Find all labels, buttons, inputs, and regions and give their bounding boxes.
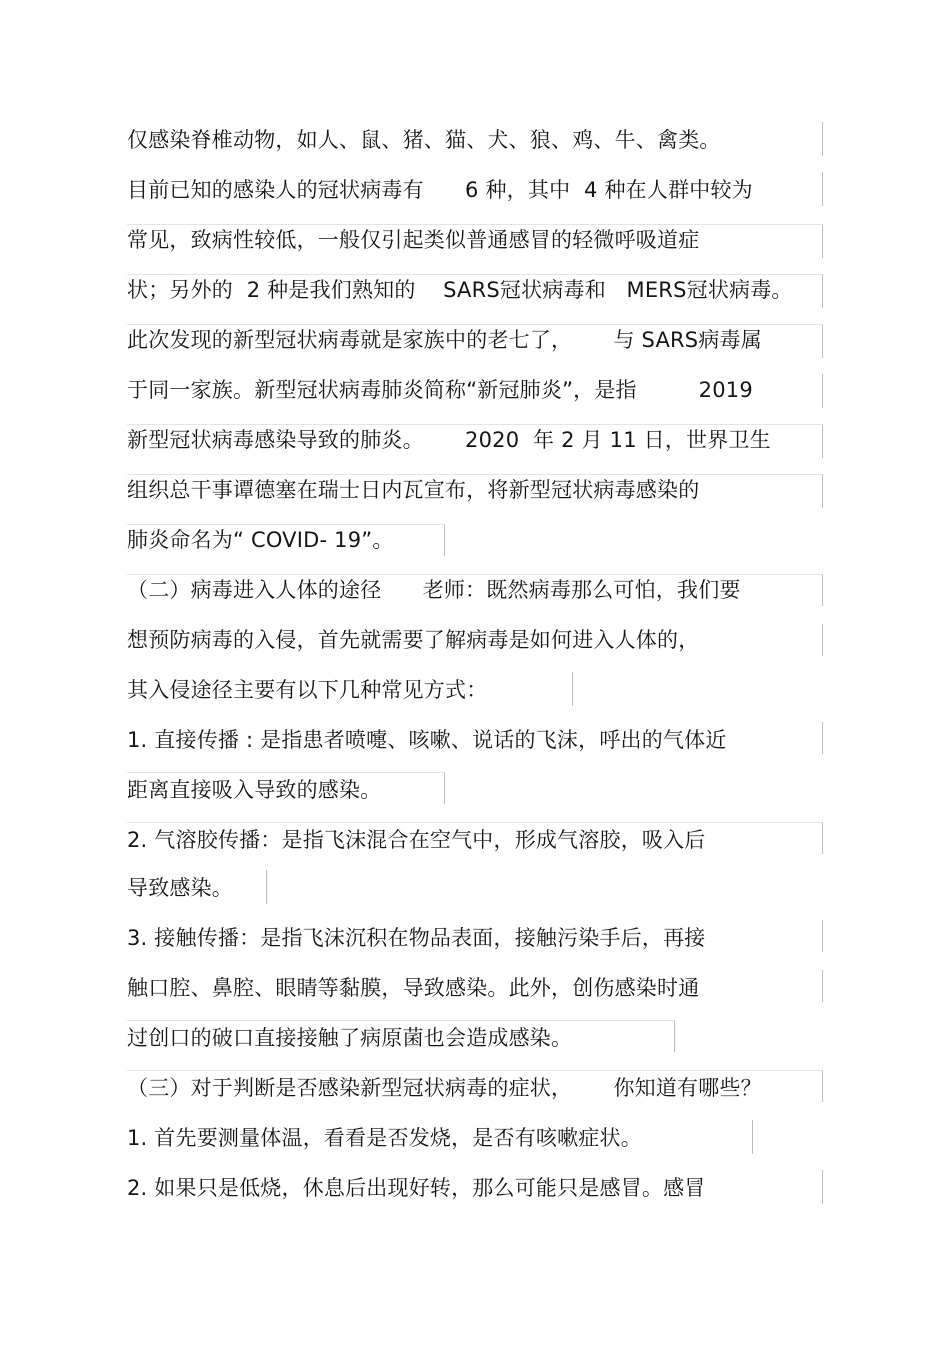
text-line: 其入侵途径主要有以下几种常见方式： — [127, 678, 488, 702]
text-line: 仅感染脊椎动物，如人、鼠、猪、猫、犬、狼、鸡、牛、禽类。 — [127, 128, 721, 152]
list-item: 2. 气溶胶传播：是指飞沫混合在空气中，形成气溶胶，吸入后 — [127, 828, 706, 852]
text-line: 想预防病毒的入侵，首先就需要了解病毒是如何进入人体的， — [127, 628, 700, 652]
section-heading: （三）对于判断是否感染新型冠状病毒的症状， 你知道有哪些？ — [127, 1076, 762, 1100]
text-line: 组织总干事谭德塞在瑞士日内瓦宣布，将新型冠状病毒感染的 — [127, 478, 700, 502]
text-line: 此次发现的新型冠状病毒就是家族中的老七了， 与 SARS病毒属 — [127, 328, 762, 352]
text-line: 目前已知的感染人的冠状病毒有 6 种，其中 4 种在人群中较为 — [127, 178, 753, 202]
text-line: 触口腔、鼻腔、眼睛等黏膜，导致感染。此外，创伤感染时通 — [127, 976, 700, 1000]
text-line: 导致感染。 — [127, 876, 233, 900]
text-line: 状；另外的 2 种是我们熟知的 SARS冠状病毒和 MERS冠状病毒。 — [127, 278, 793, 302]
list-item: 1. 直接传播 : 是指患者喷嚏、咳嗽、说话的飞沫，呼出的气体近 — [127, 728, 727, 752]
text-line: 常见，致病性较低，一般仅引起类似普通感冒的轻微呼吸道症 — [127, 228, 700, 252]
list-item: 3. 接触传播：是指飞沫沉积在物品表面，接触污染手后，再接 — [127, 926, 706, 950]
text-line: 过创口的破口直接接触了病原菌也会造成感染。 — [127, 1026, 573, 1050]
text-line: 肺炎命名为“ COVID- 19”。 — [127, 528, 394, 552]
section-heading: （二）病毒进入人体的途径 老师：既然病毒那么可怕，我们要 — [127, 578, 741, 602]
list-item: 1. 首先要测量体温，看看是否发烧，是否有咳嗽症状。 — [127, 1126, 642, 1150]
list-item: 2. 如果只是低烧，休息后出现好转，那么可能只是感冒。感冒 — [127, 1176, 706, 1200]
text-line: 新型冠状病毒感染导致的肺炎。 2020 年 2 月 11 日，世界卫生 — [127, 428, 771, 452]
text-line: 距离直接吸入导致的感染。 — [127, 778, 382, 802]
text-line: 于同一家族。新型冠状病毒肺炎简称“新冠肺炎”，是指 2019 — [127, 378, 753, 402]
